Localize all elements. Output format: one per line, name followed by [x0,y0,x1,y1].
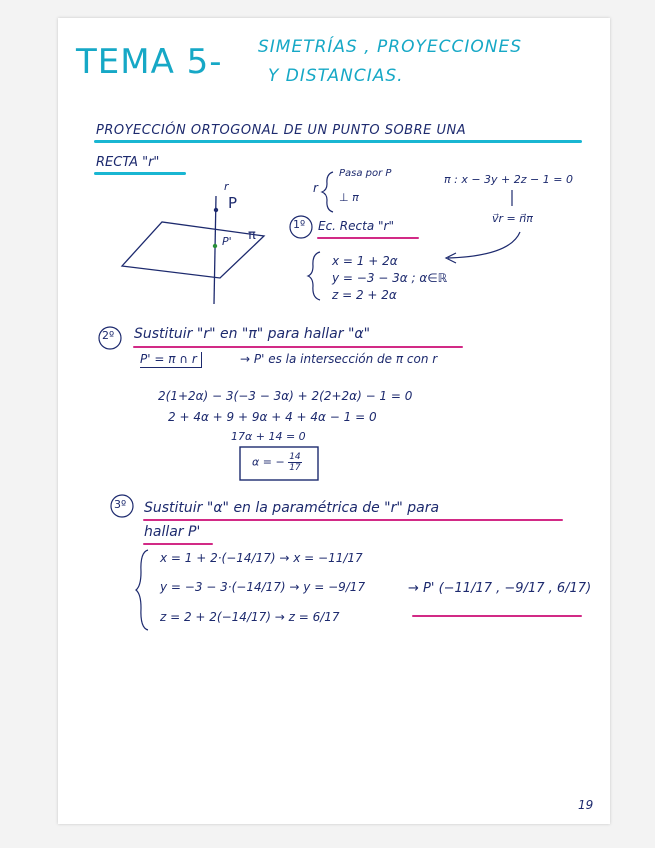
figure-label-r: r [224,180,229,193]
r-prefix: r [313,181,318,195]
alpha-result [252,452,302,473]
step3-x-eq: x = 1 + 2·(−14/17) → x = −11/17 [160,551,363,565]
tema-label: TEMA 5- [76,42,223,82]
step2-number: 2º [102,329,115,342]
step1-underline [317,237,419,239]
step3-y-eq: y = −3 − 3·(−14/17) → y = −9/17 [160,580,366,594]
page-number: 19 [578,798,594,812]
step3-title-2: hallar P' [144,524,201,540]
step2-intersection-text: → P' es la intersección de π con r [240,352,438,366]
step1-eq-x: x = 1 + 2α [332,254,398,268]
step3-number: 3º [114,498,127,511]
step1-number: 1º [293,218,306,231]
step2-line-3: 17α + 14 = 0 [231,430,306,443]
step2-line-1: 2(1+2α) − 3(−3 − 3α) + 2(2+2α) − 1 = 0 [158,389,413,403]
plane-equation: π : x − 3y + 2z − 1 = 0 [444,173,573,186]
figure-label-pi: π [248,228,256,243]
step3-underline-1 [143,519,563,521]
section-heading-1: PROYECCIÓN ORTOGONAL DE UN PUNTO SOBRE UNA [96,123,467,138]
alpha-fraction [288,452,301,473]
step2-line-2: 2 + 4α + 9 + 9α + 4 + 4α − 1 = 0 [168,410,377,424]
step2-underline [133,346,463,348]
section-underline-2 [94,172,186,175]
step2-intersection-box: P' = π ∩ r [140,352,202,368]
section-heading-2: RECTA "r" [96,155,160,170]
r-condition-2: ⊥ π [339,191,359,204]
alpha-result-prefix: α = − [252,455,285,469]
step3-title-1: Sustituir "α" en la paramétrica de "r" para [144,500,440,516]
step2-title: Sustituir "r" en "π" para hallar "α" [134,326,371,342]
step3-result-underline [412,615,582,617]
alpha-numerator: 14 [289,452,301,462]
vector-equation: v⃗r = n⃗π [492,212,533,225]
title-line-1: SIMETRÍAS , PROYECCIONES [258,37,523,57]
step1-eq-z: z = 2 + 2α [332,288,397,302]
r-condition-1: Pasa por P [339,168,392,179]
step3-z-eq: z = 2 + 2(−14/17) → z = 6/17 [160,610,340,624]
title-line-2: Y DISTANCIAS. [268,66,404,86]
section-underline-1 [94,140,582,143]
figure-label-P: P [228,194,238,212]
step1-title: Ec. Recta "r" [318,219,394,233]
step3-underline-2 [143,543,213,545]
step1-eq-y: y = −3 − 3α ; α∈ℝ [332,271,448,285]
figure-label-Pprime: P' [222,235,232,248]
step3-result: → P' (−11/17 , −9/17 , 6/17) [408,581,592,596]
alpha-denominator: 17 [289,463,301,473]
